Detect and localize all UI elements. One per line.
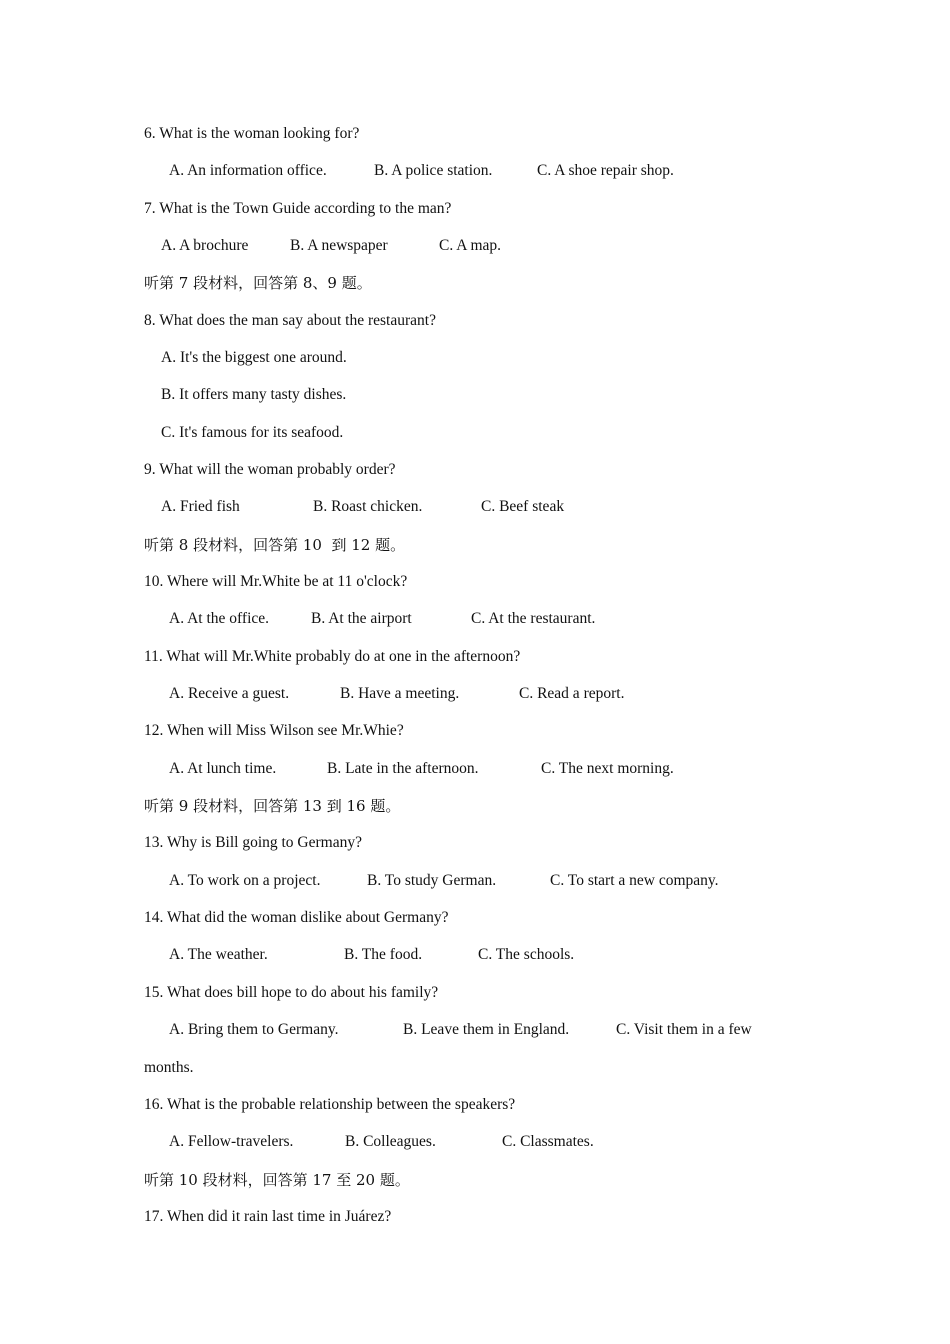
q6-option-c: C. A shoe repair shop.: [537, 162, 674, 179]
question-16: 16. What is the probable relationship between the speakers?: [144, 1096, 516, 1113]
q13-option-a: A. To work on a project.: [169, 872, 321, 889]
q6-option-a: A. An information office.: [169, 162, 327, 179]
q15-option-c: C. Visit them in a few: [616, 1021, 752, 1038]
q16-option-c: C. Classmates.: [502, 1133, 594, 1150]
q7-option-a: A. A brochure: [161, 237, 249, 254]
q11-option-b: B. Have a meeting.: [340, 685, 460, 702]
q15-option-c-continuation: months.: [144, 1059, 194, 1076]
q13-option-b: B. To study German.: [367, 872, 497, 889]
question-9: 9. What will the woman probably order?: [144, 461, 396, 478]
q15-option-b: B. Leave them in England.: [403, 1021, 570, 1038]
q15-option-a: A. Bring them to Germany.: [169, 1021, 339, 1038]
question-7: 7. What is the Town Guide according to the man?: [144, 200, 452, 217]
q9-option-b: B. Roast chicken.: [313, 498, 423, 515]
q6-option-b: B. A police station.: [374, 162, 493, 179]
q7-option-b: B. A newspaper: [290, 237, 388, 254]
section-9-heading: 听第 9 段材料，回答第 13 到 16 题。: [144, 797, 401, 815]
q10-option-b: B. At the airport: [311, 610, 412, 627]
q11-option-c: C. Read a report.: [519, 685, 625, 702]
question-12: 12. When will Miss Wilson see Mr.Whie?: [144, 722, 404, 739]
question-15: 15. What does bill hope to do about his family?: [144, 984, 439, 1001]
q8-option-b: B. It offers many tasty dishes.: [161, 386, 347, 403]
question-11: 11. What will Mr.White probably do at one in the afternoon?: [144, 648, 521, 665]
q14-option-b: B. The food.: [344, 946, 423, 963]
question-6: 6. What is the woman looking for?: [144, 125, 360, 142]
question-13: 13. Why is Bill going to Germany?: [144, 834, 362, 851]
section-10-heading: 听第 10 段材料，回答第 17 至 20 题。: [144, 1171, 410, 1189]
q11-option-a: A. Receive a guest.: [169, 685, 290, 702]
section-8-heading: 听第 8 段材料，回答第 10 到 12 题。: [144, 536, 406, 554]
q9-option-c: C. Beef steak: [481, 498, 565, 515]
q12-option-a: A. At lunch time.: [169, 760, 277, 777]
q16-option-b: B. Colleagues.: [345, 1133, 436, 1150]
q13-option-c: C. To start a new company.: [550, 872, 719, 889]
question-14: 14. What did the woman dislike about Germany?: [144, 909, 449, 926]
question-8: 8. What does the man say about the restaurant?: [144, 312, 436, 329]
question-10: 10. Where will Mr.White be at 11 o'clock?: [144, 573, 408, 590]
q7-option-c: C. A map.: [439, 237, 502, 254]
q10-option-c: C. At the restaurant.: [471, 610, 596, 627]
q9-option-a: A. Fried fish: [161, 498, 240, 515]
q14-option-a: A. The weather.: [169, 946, 268, 963]
q10-option-a: A. At the office.: [169, 610, 270, 627]
q12-option-b: B. Late in the afternoon.: [327, 760, 479, 777]
q8-option-c: C. It's famous for its seafood.: [161, 424, 344, 441]
q16-option-a: A. Fellow-travelers.: [169, 1133, 294, 1150]
section-7-heading: 听第 7 段材料，回答第 8、9 题。: [144, 274, 372, 292]
q14-option-c: C. The schools.: [478, 946, 575, 963]
q8-option-a: A. It's the biggest one around.: [161, 349, 347, 366]
q12-option-c: C. The next morning.: [541, 760, 674, 777]
question-17: 17. When did it rain last time in Juárez?: [144, 1208, 392, 1225]
